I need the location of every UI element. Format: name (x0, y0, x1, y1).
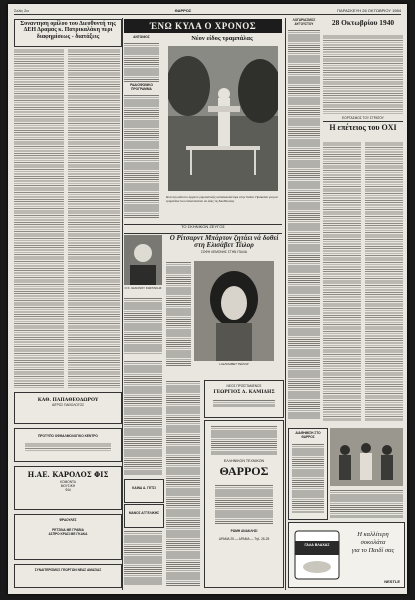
eye-clinic-ad: ΠΡΟΤΥΠΟ ΟΦΘΑΛΜΟΛΟΓΙΚΟ ΚΕΝΤΡΟ (14, 428, 122, 462)
issue-date: ΠΑΡΑΣΚΕΥΗ 26 ΟΚΤΩΒΡΙΟΥ 1984 (337, 7, 401, 13)
trampoline-photo (168, 46, 278, 191)
portrait-story: Ο Κ. ΙΩΑΝΝΟΥ ΚΩΣΤΑΚΗΣ (124, 235, 162, 355)
trampoline-story: Νέον είδος τραμπάλας Ένα πρωτότυπο όργανο γυμναστικής κατασκευάστηκε στην Ιταλία. Πρόκειται για μια τραμπάλα που ταλαντεύεται σε όλες τις διευθύνσεις. (162, 36, 282, 221)
center-small-text (124, 530, 162, 586)
trampoline-illustration (168, 46, 278, 191)
kamidis-ad: ΝΕΟΣ ΠΡΟΪΣΤΑΜΕΝΟΣ ΓΕΩΡΓΙΟΣ Δ. ΚΑΜΙΔΗΣ (204, 380, 284, 418)
nestle-logo: NESTLE (384, 579, 400, 584)
promo-box: ΔΙΑΦΗΜΙΣΗ ΣΤΟ ΘΑΡΡΟΣ (288, 428, 328, 520)
cooperative-ad: ΣΥΝΑΙΤΕΡΙΣΜΟΣ ΓΕΩΡΓΩΝ ΝΕΑΣ ΑΜΑΣΙΑΣ (14, 564, 122, 588)
col-rule-2 (285, 18, 286, 590)
taylor-photo (194, 261, 274, 361)
newspaper-name: ΘΑΡΡΟΣ (174, 7, 192, 13)
left-headline: Συναντηση ομίλου του Διευθυντή της ΔΕΗ Δραμας κ. Πατρικαλάκη περι διαφημίσεως - διατάξεις (14, 19, 122, 47)
doctor-ad: ΚΑΘ. ΠΑΠΑΘΕΟΔΩΡΟΥ ΙΑΤΡΟΣ ΠΑΘΟΛΟΓΟΣ (14, 392, 122, 424)
small-ad-2: ΜΑΝΟΣ ΑΓΓΕΛΙΚΗΣ (124, 504, 164, 528)
narrow-column: ΛΟΓΑΡΙΑΣΜΟΣ ΑΥΓΟΥΣΤΟΥ (288, 19, 320, 424)
left-article-text (14, 48, 64, 388)
page-number: Σελίς 2α (14, 7, 29, 13)
anniversary-story: ΕΟΡΤΑΣΜΟΣ ΤΟΥ ΣΤΡΑΤΟΥ Η επέτειος του ΟΧΙ (323, 117, 403, 422)
col-rule-1 (122, 18, 123, 590)
karolos-ad: Η.ΑΕ. ΚΑΡΟΛΟΣ ΦΙΣ ΚΟΜΟΝΤΑ ΜΟΥΣΙΚΗ ΦΑΙ (14, 466, 122, 510)
masthead (14, 6, 401, 15)
group-photo (330, 428, 403, 486)
tharros-ad: ΕΛΛΗΝΙΚΟΝ ΤΕΧΝΙΚΟΝ ΘΑΡΡΟΣ ΡΩΜΗ ΑΝΑΚΛΗΣΙ ΔΡΑΜΑ 25 — ΔΡΑΜΑ — Τηλ. 26-25 (204, 420, 284, 588)
section-label: ΤΟ ΣΚΗΝΙΚΟΝ ΖΕΥΓΟΣ (124, 224, 282, 234)
center-text-left (124, 360, 162, 475)
chocolate-ad: ΓΑΛΑ ΒΛΑΧΑΣ Η καλλίτερη σοκολάτα για το Παιδί σας NESTLE (288, 522, 405, 588)
radio-program: ΑΝΤΩΝΙΟΣ ΡΑΔΙΟΦΩΝΙΚΟ ΠΡΟΓΡΑΜΜΑ (124, 36, 159, 221)
small-ad-1: ΚΑΙΝΑ Α. ΓΕΤΣΙ (124, 479, 164, 503)
portrait-photo (124, 235, 162, 285)
taylor-story: Ο Ρίτσαρντ Μπάρτον ζητάει νά δοθεί στη Ελισάβετ Τέιλορ ΣΟΦΗ ΛΕΜΟΝΗΣ ΣΤΗΝ ΙΤΑΛΙΑ Η ΕΛΙΣΑΒΕΤ ΤΕΪΛΟΡ (166, 235, 282, 375)
photo-caption-text (330, 489, 403, 518)
center-mid-text (166, 420, 200, 586)
banner: ΈΝΩ ΚΥΛΑ Ο ΧΡΟΝΟΣ (124, 19, 282, 33)
left-article-text-2 (68, 48, 120, 388)
wine-ad: ΦΡΑΟΥΛΕΣ ΡΕΤΣΙΝΑ ΜΕ ΓΡΑΒΙΑ ΑΣΠΡΟ ΚΡΑΣΙ ΜΕ ΓΚΑΚΑ (14, 514, 122, 560)
newspaper-page (8, 4, 407, 594)
milk-can-icon (293, 527, 343, 583)
date-heading: 28 Οκτωβρίου 1940 (331, 18, 395, 27)
date-article-text (323, 34, 403, 114)
